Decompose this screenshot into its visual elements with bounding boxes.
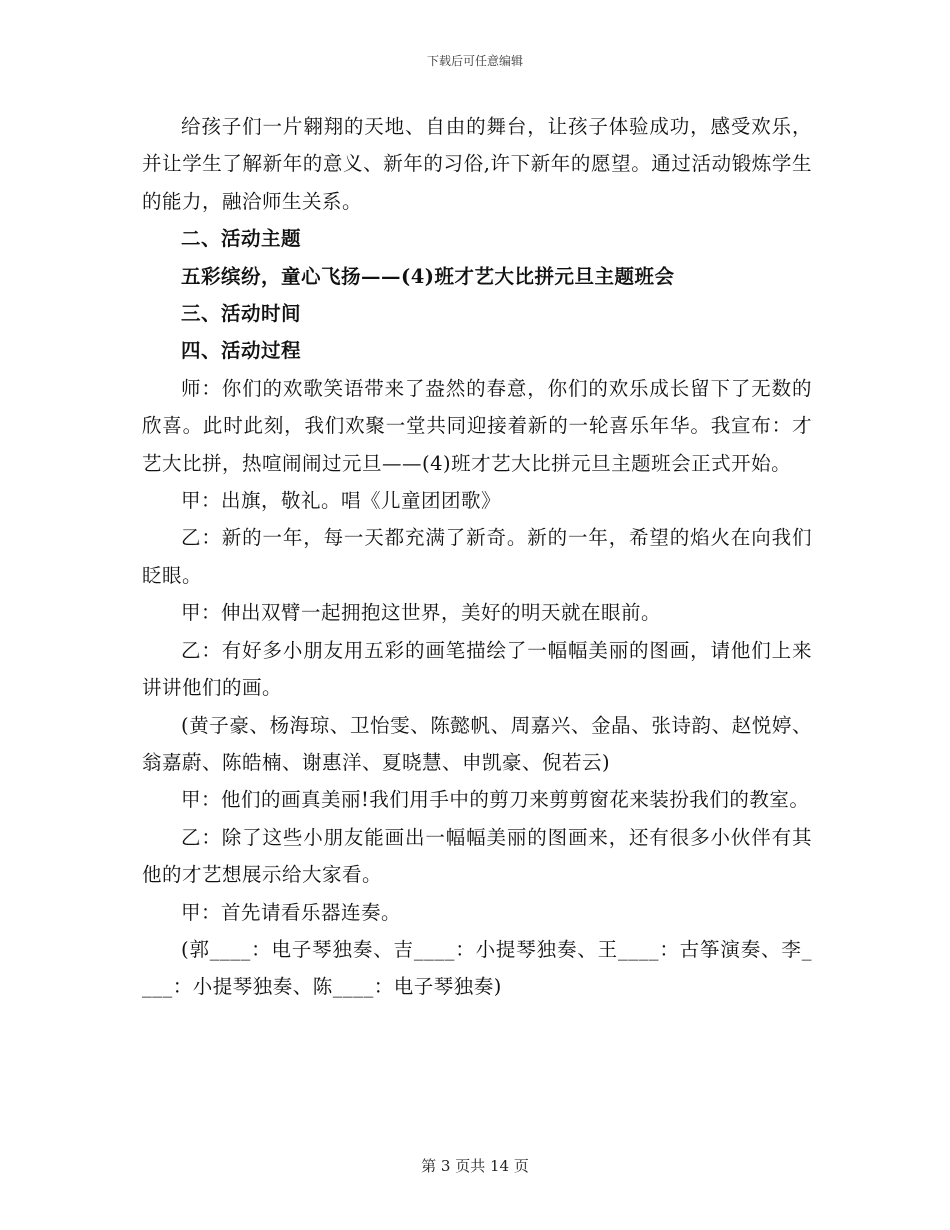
paragraph-jia-flag: 甲：出旗，敬礼。唱《儿童团团歌》 [181, 489, 502, 513]
paragraph-yi-talents: 乙：除了这些小朋友能画出一幅幅美丽的图画来，还有很多小伙伴有其他的才艺想展示给大家看。 [142, 825, 812, 887]
paragraph-teacher-opening: 师：你们的欢歌笑语带来了盎然的春意，你们的欢乐成长留下了无数的欣喜。此时此刻，我们欢聚一堂共同迎接着新的一轮喜乐年华。我宣布：才艺大比拼，热喧闹闹过元旦——(4)班才艺大比拼元旦主题班会正式开始。 [142, 376, 812, 475]
paragraph-yi-new-year: 乙：新的一年，每一天都充满了新奇。新的一年，希望的焰火在向我们眨眼。 [142, 526, 812, 587]
page-footer: 第 3 页共 14 页 [421, 1157, 529, 1175]
heading-activity-process: 四、活动过程 [181, 339, 302, 363]
page-header: 下载后可任意编辑 [426, 54, 523, 68]
paragraph-jia-embrace: 甲：伸出双臂一起拥抱这世界，美好的明天就在眼前。 [181, 601, 662, 625]
paragraph-yi-paintings: 乙：有好多小朋友用五彩的画笔描绘了一幅幅美丽的图画，请他们上来讲讲他们的画。 [142, 638, 812, 700]
heading-activity-theme: 二、活动主题 [181, 227, 302, 251]
paragraph-purpose: 给孩子们一片翱翔的天地、自由的舞台，让孩子体验成功，感受欢乐，并让学生了解新年的意义、新年的习俗,许下新年的愿望。通过活动锻炼学生的能力，融洽师生关系。 [142, 115, 812, 213]
paragraph-jia-instruments: 甲：首先请看乐器连奏。 [181, 900, 402, 924]
activity-theme-title: 五彩缤纷，童心飞扬——(4)班才艺大比拼元旦主题班会 [181, 264, 675, 288]
document-body [142, 108, 812, 1006]
heading-activity-time: 三、活动时间 [181, 302, 302, 326]
paragraph-painter-names: (黄子豪、杨海琼、卫怡雯、陈懿帆、周嘉兴、金晶、张诗韵、赵悦婷、翁嘉蔚、陈皓楠、谢惠洋、夏晓慧、申凯豪、倪若云) [142, 713, 812, 774]
paragraph-instrument-performers: (郭____：电子琴独奏、吉____：小提琴独奏、王____：古筝演奏、李____：小提琴独奏、陈____：电子琴独奏) [142, 937, 812, 999]
paragraph-jia-paper-cutting: 甲：他们的画真美丽!我们用手中的剪刀来剪剪窗花来装扮我们的教室。 [181, 788, 810, 812]
